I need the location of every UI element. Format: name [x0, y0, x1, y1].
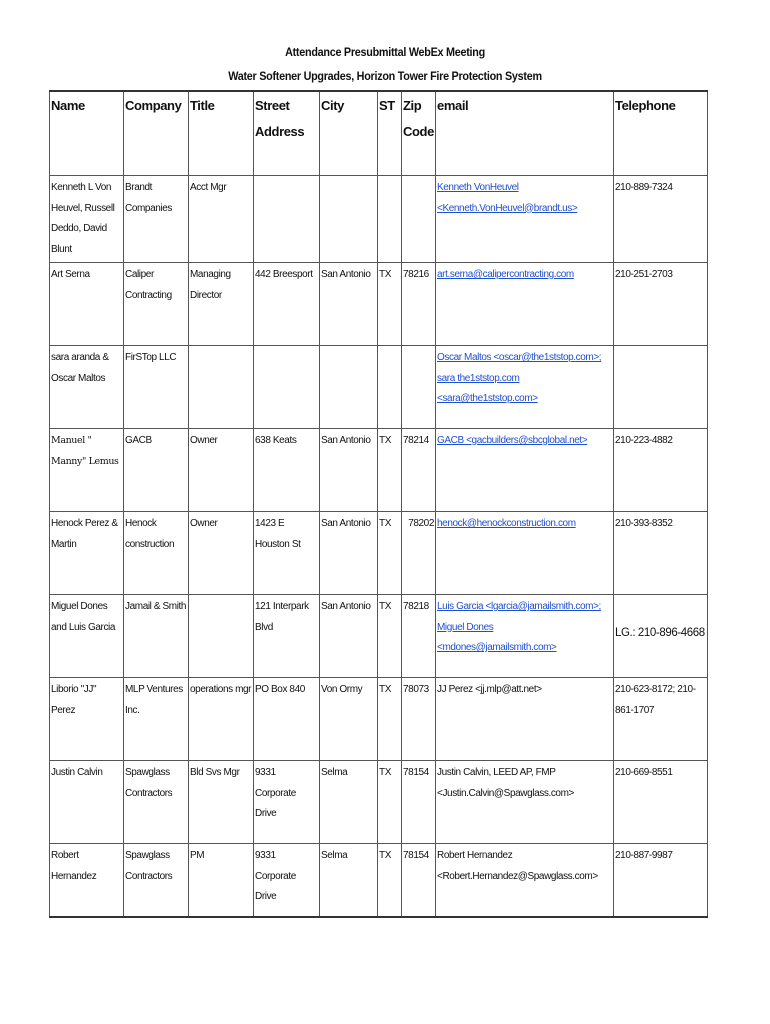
cell-street: 442 Breesport [254, 263, 320, 346]
cell-email [436, 512, 614, 595]
cell-city: Von Ormy [320, 678, 378, 761]
cell-title: Owner [189, 512, 254, 595]
cell-company: Brandt Companies [124, 176, 189, 263]
cell-zip [402, 176, 436, 263]
table-row [50, 844, 708, 918]
cell-title: Owner [189, 429, 254, 512]
cell-zip: 78216 [402, 263, 436, 346]
cell-name: sara aranda & Oscar Maltos [50, 346, 124, 429]
cell-title: Acct Mgr [189, 176, 254, 263]
table-row [50, 761, 708, 844]
cell-street: 638 Keats [254, 429, 320, 512]
cell-email: Robert Hernandez <Robert.Hernandez@Spawglass.com> [436, 844, 614, 918]
table-row [50, 176, 708, 263]
cell-email [436, 429, 614, 512]
table-row [50, 429, 708, 512]
cell-street: PO Box 840 [254, 678, 320, 761]
cell-zip: 78154 [402, 761, 436, 844]
email-link[interactable]: Oscar Maltos <oscar@the1ststop.com>; sara the1ststop.com <sara@the1ststop.com> [437, 352, 602, 404]
cell-telephone: 210-889-7324 [614, 176, 708, 263]
email-link[interactable]: henock@henockconstruction.com [437, 518, 576, 529]
cell-email [436, 263, 614, 346]
cell-telephone: 210-887-9987 [614, 844, 708, 918]
cell-st: TX [378, 761, 402, 844]
table-row [50, 512, 708, 595]
cell-title: Bld Svs Mgr [189, 761, 254, 844]
header-title: Title [189, 91, 254, 176]
cell-telephone: 210-623-8172; 210-861-1707 [614, 678, 708, 761]
cell-zip: 78202 [402, 512, 436, 595]
cell-street: 121 Interpark Blvd [254, 595, 320, 678]
cell-company: FirSTop LLC [124, 346, 189, 429]
cell-city: San Antonio [320, 429, 378, 512]
header-company: Company [124, 91, 189, 176]
cell-st: TX [378, 512, 402, 595]
cell-city [320, 176, 378, 263]
cell-city: San Antonio [320, 595, 378, 678]
cell-zip: 78218 [402, 595, 436, 678]
cell-zip: 78214 [402, 429, 436, 512]
table-row [50, 346, 708, 429]
cell-email [436, 595, 614, 678]
cell-telephone: 210-223-4882 [614, 429, 708, 512]
cell-telephone: 210-393-8352 [614, 512, 708, 595]
header-city: City [320, 91, 378, 176]
cell-telephone [614, 595, 708, 678]
cell-name: Henock Perez & Martin [50, 512, 124, 595]
header-row [50, 91, 708, 176]
cell-name: Art Serna [50, 263, 124, 346]
cell-title [189, 346, 254, 429]
cell-zip: 78154 [402, 844, 436, 918]
cell-st [378, 346, 402, 429]
table-row [50, 595, 708, 678]
header-zip-code: Zip Code [402, 91, 436, 176]
cell-email: Justin Calvin, LEED AP, FMP <Justin.Calvin@Spawglass.com> [436, 761, 614, 844]
cell-email [436, 346, 614, 429]
cell-name: Kenneth L Von Heuvel, Russell Deddo, David Blunt [50, 176, 124, 263]
cell-company: GACB [124, 429, 189, 512]
cell-st: TX [378, 263, 402, 346]
cell-zip [402, 346, 436, 429]
cell-city: San Antonio [320, 263, 378, 346]
table-row [50, 678, 708, 761]
cell-company: MLP Ventures Inc. [124, 678, 189, 761]
cell-email [436, 176, 614, 263]
cell-title: PM [189, 844, 254, 918]
cell-street: 1423 E Houston St [254, 512, 320, 595]
cell-name: Manuel " Manny" Lemus [50, 429, 124, 512]
cell-telephone: 210-669-8551 [614, 761, 708, 844]
cell-city [320, 346, 378, 429]
cell-st: TX [378, 595, 402, 678]
header-st: ST [378, 91, 402, 176]
cell-city: San Antonio [320, 512, 378, 595]
cell-telephone: 210-251-2703 [614, 263, 708, 346]
cell-street [254, 346, 320, 429]
email-link[interactable]: GACB <gacbuilders@sbcglobal.net> [437, 435, 588, 446]
header-name: Name [50, 91, 124, 176]
attendance-table [49, 90, 708, 918]
cell-title: Managing Director [189, 263, 254, 346]
email-link[interactable]: Kenneth VonHeuvel <Kenneth.VonHeuvel@brandt.us> [437, 182, 578, 214]
cell-name: Robert Hernandez [50, 844, 124, 918]
cell-name: Justin Calvin [50, 761, 124, 844]
cell-st: TX [378, 678, 402, 761]
title-line-1: Attendance Presubmittal WebEx Meeting [285, 45, 485, 59]
cell-company: Jamail & Smith [124, 595, 189, 678]
cell-telephone [614, 346, 708, 429]
header-telephone: Telephone [614, 91, 708, 176]
email-link[interactable]: Luis Garcia <lgarcia@jamailsmith.com>; Miguel Dones <mdones@jamailsmith.com> [437, 601, 601, 653]
cell-name: Miguel Dones and Luis Garcia [50, 595, 124, 678]
cell-city: Selma [320, 761, 378, 844]
telephone-note: LG.: 210-896-4668 [615, 627, 705, 639]
cell-zip: 78073 [402, 678, 436, 761]
cell-st: TX [378, 429, 402, 512]
cell-city: Selma [320, 844, 378, 918]
cell-email: JJ Perez <jj.mlp@att.net> [436, 678, 614, 761]
email-link[interactable]: art.serna@calipercontracting.com [437, 269, 574, 280]
title-line-2: Water Softener Upgrades, Horizon Tower Fire Protection System [228, 69, 542, 83]
cell-st [378, 176, 402, 263]
header-email: email [436, 91, 614, 176]
table-row [50, 263, 708, 346]
cell-street: 9331 Corporate Drive [254, 761, 320, 844]
cell-title: operations mgr [189, 678, 254, 761]
cell-street [254, 176, 320, 263]
cell-company: Spawglass Contractors [124, 844, 189, 918]
cell-company: Caliper Contracting [124, 263, 189, 346]
cell-street: 9331 Corporate Drive [254, 844, 320, 918]
cell-company: Henock construction [124, 512, 189, 595]
header-street-address: Street Address [254, 91, 320, 176]
document-title [0, 40, 770, 88]
cell-title [189, 595, 254, 678]
cell-company: Spawglass Contractors [124, 761, 189, 844]
cell-name: Liborio "JJ" Perez [50, 678, 124, 761]
cell-st: TX [378, 844, 402, 918]
